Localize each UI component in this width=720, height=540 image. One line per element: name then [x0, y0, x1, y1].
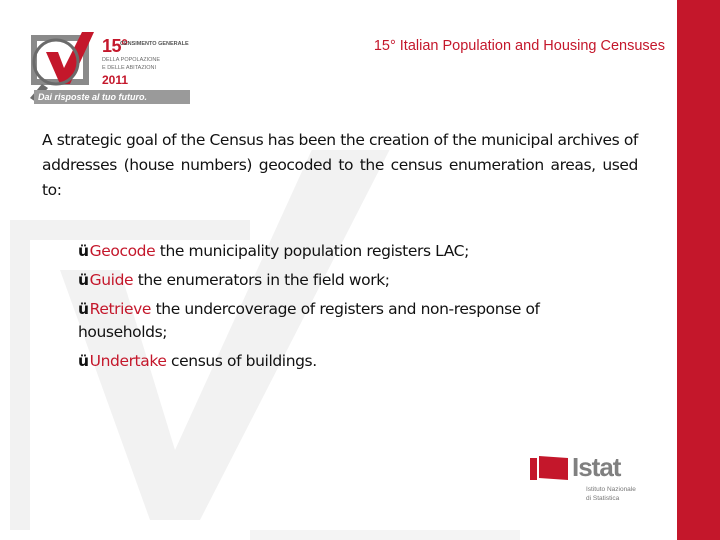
- bullet-text: census of buildings.: [166, 352, 317, 370]
- list-item: [78, 350, 618, 373]
- istat-flag-icon: [530, 454, 570, 484]
- bullet-list: [78, 240, 618, 379]
- census-logo: [20, 26, 190, 106]
- list-item: [78, 298, 618, 344]
- bullet-text: the undercoverage of registers and non-response of households;: [78, 300, 540, 341]
- intro-paragraph: A strategic goal of the Census has been the creation of the municipal archives of addresses (house numbers) geocoded to the census enumeration areas, used to:: [42, 131, 638, 199]
- istat-subtitle-2: di Statistica: [586, 495, 620, 502]
- bullet-keyword: Retrieve: [89, 300, 152, 318]
- istat-wordmark: Istat: [572, 452, 621, 482]
- bullet-text: the municipality population registers LAC;: [155, 242, 469, 260]
- logo-line-population: DELLA POPOLAZIONE: [102, 57, 161, 63]
- checkmark-bullet-icon: ü: [78, 300, 89, 318]
- bullet-keyword: Geocode: [89, 242, 156, 260]
- checkmark-bullet-icon: ü: [78, 271, 89, 289]
- slide-title: 15° Italian Population and Housing Censuses: [373, 38, 665, 54]
- logo-tagline: Dai risposte al tuo futuro.: [34, 90, 190, 104]
- bullet-text: the enumerators in the field work;: [133, 271, 390, 289]
- checkmark-bullet-icon: ü: [78, 352, 89, 370]
- list-item: [78, 240, 618, 263]
- checkmark-bullet-icon: ü: [78, 242, 89, 260]
- istat-subtitle-1: Istituto Nazionale: [586, 486, 636, 493]
- list-item: [78, 269, 618, 292]
- logo-line-census: CENSIMENTO GENERALE: [120, 41, 189, 47]
- right-red-band: [677, 0, 720, 540]
- bullet-keyword: Undertake: [89, 352, 167, 370]
- istat-logo: [530, 452, 660, 522]
- logo-year: 2011: [102, 73, 129, 87]
- logo-number: 15°: [102, 36, 128, 56]
- logo-line-housing: E DELLE ABITAZIONI: [102, 65, 156, 71]
- bullet-keyword: Guide: [89, 271, 134, 289]
